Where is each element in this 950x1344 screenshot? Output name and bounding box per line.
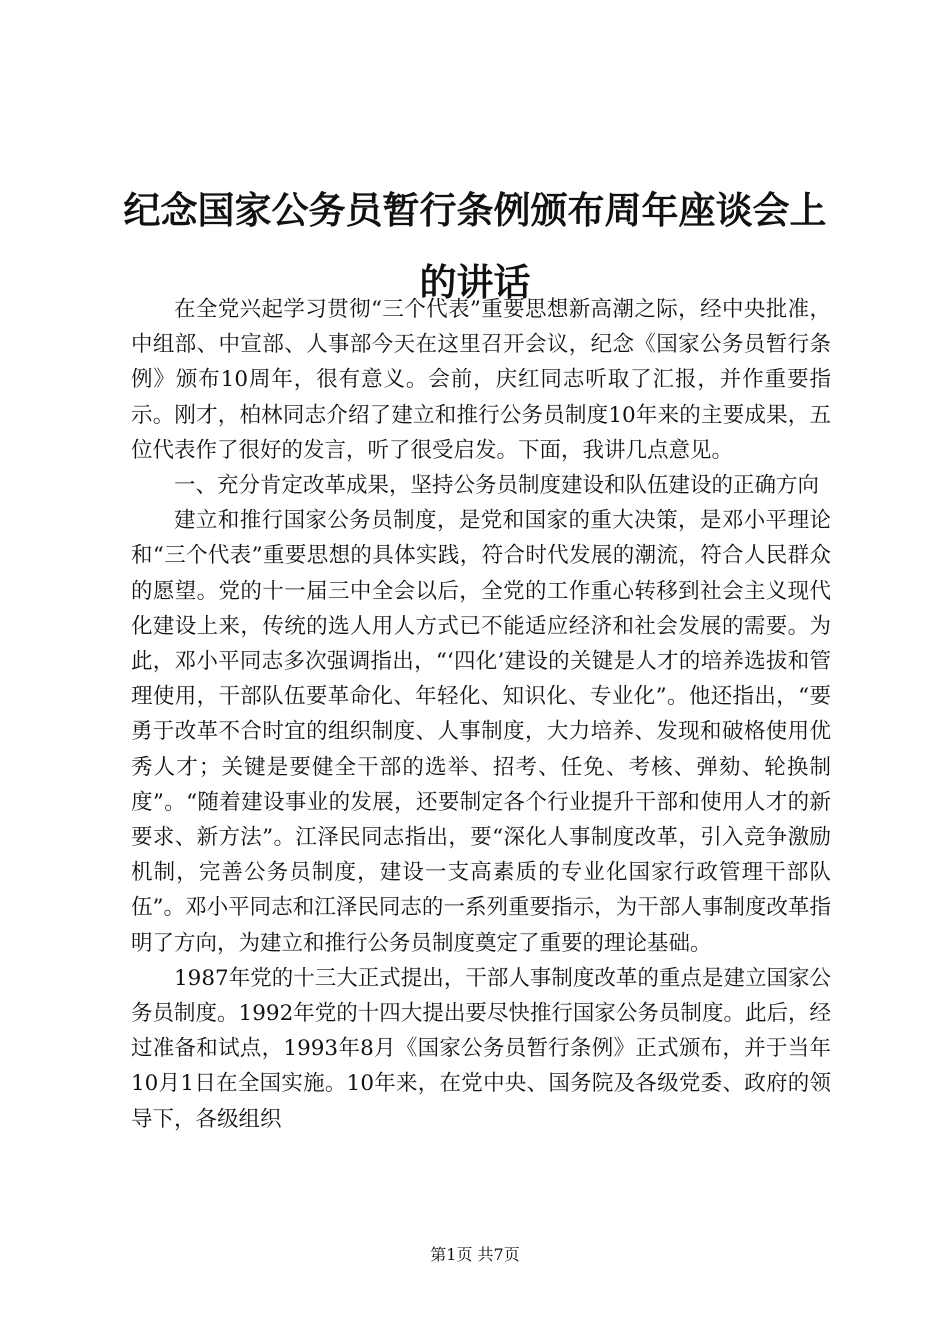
paragraph-history: 1987年党的十三大正式提出，干部人事制度改革的重点是建立国家公务员制度。1992年党的十四大提出要尽快推行国家公务员制度。此后，经过准备和试点，1993年8月《国家公务员暂行条例》正式颁布，并于当年10月1日在全国实施。10年来，在党中央、国务院及各级党委、政府的领导下，各级组织 <box>131 965 831 1132</box>
page-footer: 第1页 共7页 <box>430 1245 520 1264</box>
document-title: 纪念国家公务员暂行条例颁布周年座谈会上的讲话 <box>123 188 827 304</box>
paragraph-background: 建立和推行国家公务员制度，是党和国家的重大决策，是邓小平理论和“三个代表”重要思想的具体实践，符合时代发展的潮流，符合人民群众的愿望。党的十一届三中全会以后，全党的工作重心转移到社会主义现代化建设上来，传统的选人用人方式已不能适应经济和社会发展的需要。为此，邓小平同志多次强调指出，“‘四化’建设的关键是人才的培养选拔和管理使用，干部队伍要革命化、年轻化、知识化、专业化”。他还指出，“要勇于改革不合时宜的组织制度、人事制度，大力培养、发现和破格使用优秀人才；关键是要健全干部的选举、招考、任免、考核、弹劾、轮换制度”。“随着建设事业的发展，还要制定各个行业提升干部和使用人才的新要求、新方法”。江泽民同志指出，要“深化人事制度改革，引入竞争激励机制，完善公务员制度，建设一支高素质的专业化国家行政管理干部队伍”。邓小平同志和江泽民同志的一系列重要指示，为干部人事制度改革指明了方向，为建立和推行公务员制度奠定了重要的理论基础。 <box>131 508 831 956</box>
section-heading: 一、充分肯定改革成果，坚持公务员制度建设和队伍建设的正确方向 <box>174 473 820 499</box>
document-body <box>131 292 831 1137</box>
paragraph-intro: 在全党兴起学习贯彻“三个代表”重要思想新高潮之际，经中央批准，中组部、中宣部、人事部今天在这里召开会议，纪念《国家公务员暂行条例》颁布10周年，很有意义。会前，庆红同志听取了汇报，并作重要指示。刚才，柏林同志介绍了建立和推行公务员制度10年来的主要成果，五位代表作了很好的发言，听了很受启发。下面，我讲几点意见。 <box>131 297 831 463</box>
